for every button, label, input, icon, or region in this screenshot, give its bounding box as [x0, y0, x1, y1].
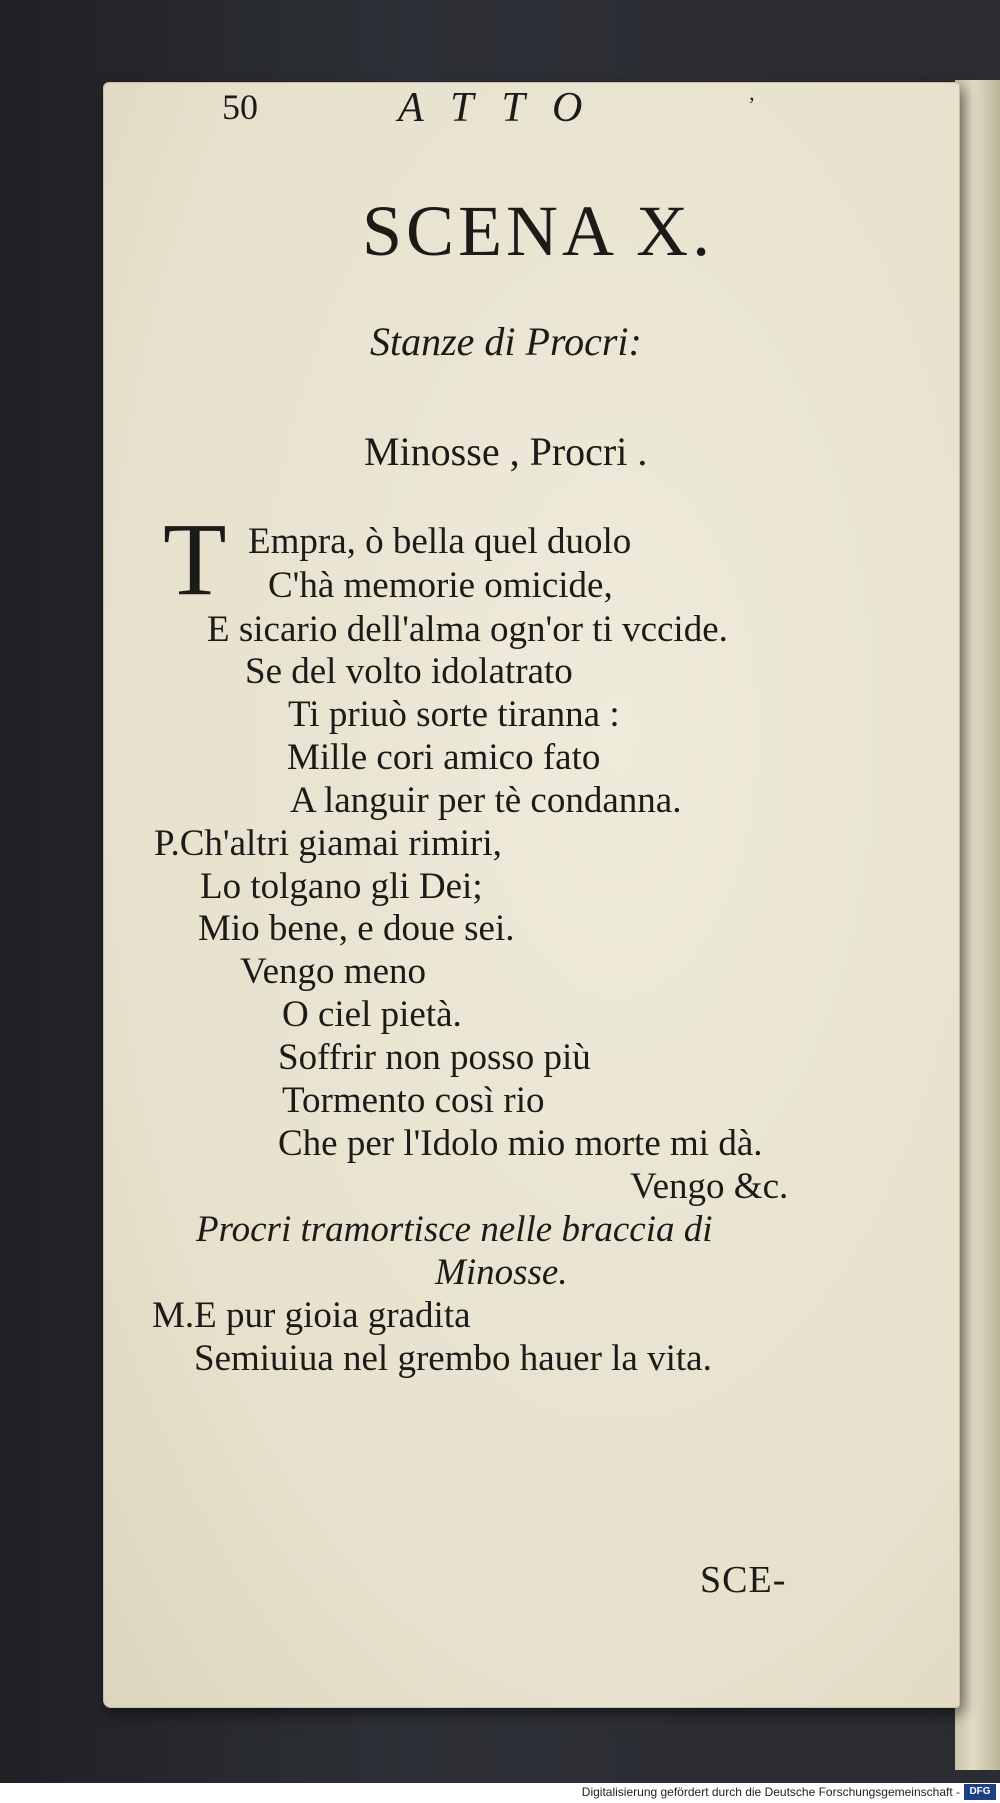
verse-line: Che per l'Idolo mio morte mi dà.	[278, 1123, 763, 1164]
page-number: 50	[222, 87, 258, 127]
verse-line: Se del volto idolatrato	[245, 651, 573, 692]
verse-line: A languir per tè condanna.	[290, 780, 682, 821]
verse-line: Tormento così rio	[282, 1080, 545, 1121]
verse-line: Semiuiua nel grembo hauer la vita.	[194, 1338, 712, 1379]
stage-direction: Minosse.	[435, 1252, 568, 1293]
next-page-edge	[955, 80, 1000, 1770]
verse-line: Ti priuò sorte tiranna :	[288, 694, 620, 735]
catchword: SCE-	[700, 1559, 787, 1601]
scene-title: SCENA X.	[362, 191, 715, 271]
verse-line: Soffrir non posso più	[278, 1037, 591, 1078]
running-head-mark: ’	[748, 92, 756, 117]
verse-line: Mille cori amico fato	[287, 737, 601, 778]
running-head: ATTO	[398, 85, 611, 131]
drop-capital: T	[163, 502, 227, 617]
stage-direction: Procri tramortisce nelle braccia di	[196, 1209, 713, 1250]
verse-line: Lo tolgano gli Dei;	[200, 866, 483, 907]
verse-line: Empra, ò bella quel duolo	[248, 521, 632, 562]
footer-credit: Digitalisierung gefördert durch die Deutsche Forschungsgemeinschaft -	[581, 1785, 960, 1799]
verse-line: O ciel pietà.	[282, 994, 462, 1035]
verse-line: P.Ch'altri giamai rimiri,	[154, 823, 502, 864]
verse-line: E sicario dell'alma ogn'or ti vccide.	[207, 609, 728, 650]
verse-line: Mio bene, e doue sei.	[198, 908, 515, 949]
verse-line: Vengo meno	[240, 951, 426, 992]
verse-line: C'hà memorie omicide,	[268, 565, 613, 606]
characters-line: Minosse , Procri .	[364, 429, 648, 474]
scene-subtitle: Stanze di Procri:	[370, 319, 642, 364]
verse-line: Vengo &c.	[630, 1166, 789, 1207]
verse-line: M.E pur gioia gradita	[152, 1295, 471, 1336]
dfg-logo: DFG	[964, 1784, 996, 1800]
